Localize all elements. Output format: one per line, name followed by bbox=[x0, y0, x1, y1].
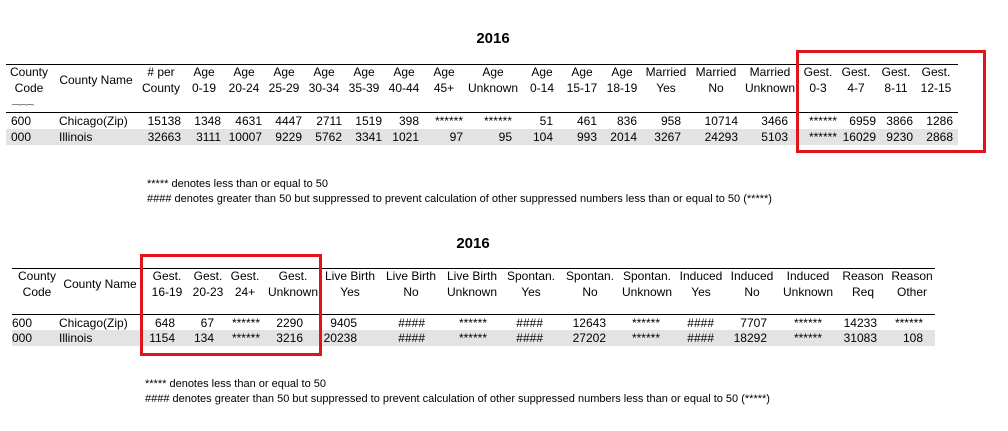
header-line: Live Birth bbox=[324, 269, 376, 283]
section2-table-cell: 31083 bbox=[843, 331, 877, 345]
section1-table-cell: 5762 bbox=[315, 130, 342, 144]
section1-table-cell: ****** bbox=[808, 130, 837, 144]
section2-table-cell: #### bbox=[516, 331, 543, 345]
header-line: Spontan. bbox=[506, 269, 556, 283]
section1-gestation-highlight-box bbox=[796, 50, 986, 153]
section1-table-cell: 000 bbox=[11, 130, 32, 144]
section1-table-cell: 10007 bbox=[228, 130, 262, 144]
section2-table-cell: 14233 bbox=[843, 316, 877, 330]
section1-table-cell: 97 bbox=[449, 130, 463, 144]
header-line: Age bbox=[482, 65, 504, 79]
section2-table-cell: 27202 bbox=[572, 331, 606, 345]
header-line: 4-7 bbox=[847, 81, 865, 95]
section2-table-cell: ****** bbox=[458, 331, 487, 345]
section1-table-cell: 9230 bbox=[886, 130, 913, 144]
section2-table-cell: ****** bbox=[231, 331, 260, 345]
header-line: 18-19 bbox=[606, 81, 638, 95]
header-line: 16-19 bbox=[151, 285, 183, 299]
header-line: Unknown bbox=[744, 81, 796, 95]
section2-table-cell: Chicago(Zip) bbox=[59, 316, 128, 330]
header-line: Unknown bbox=[467, 81, 519, 95]
section2-table-cell: 3216 bbox=[276, 331, 303, 345]
header-line: 0-19 bbox=[191, 81, 217, 95]
header-line: Gest. bbox=[230, 269, 260, 283]
section2-table-cell: #### bbox=[687, 316, 714, 330]
section2-table-cell: 67 bbox=[200, 316, 214, 330]
header-line: # per bbox=[147, 65, 175, 79]
section2-table-cell: 7707 bbox=[740, 316, 767, 330]
header-line: 15-17 bbox=[566, 81, 598, 95]
section1-table-cell: 9229 bbox=[275, 130, 302, 144]
section2-table-cell: 648 bbox=[154, 316, 175, 330]
header-line: Age bbox=[531, 65, 553, 79]
section2-table-cell: ****** bbox=[793, 331, 822, 345]
section2-table-cell: 134 bbox=[193, 331, 214, 345]
section1-table-cell: ****** bbox=[434, 114, 463, 128]
header-line: Gest. bbox=[841, 65, 871, 79]
section1-table-cell: 5103 bbox=[761, 130, 788, 144]
header-line: Married bbox=[695, 65, 737, 79]
header-line: Code bbox=[14, 81, 44, 95]
section1-table-cell: 3466 bbox=[761, 114, 788, 128]
header-line: Induced bbox=[786, 269, 830, 283]
header-line: Married bbox=[645, 65, 687, 79]
section1-table-cell: 836 bbox=[616, 114, 637, 128]
section1-table-cell: 10714 bbox=[704, 114, 738, 128]
section2-table-cell: ****** bbox=[631, 331, 660, 345]
header-line: County bbox=[9, 65, 49, 79]
section1-table-cell: 95 bbox=[498, 130, 512, 144]
header-line: Age bbox=[393, 65, 415, 79]
header-line: Spontan. bbox=[565, 269, 615, 283]
header-line: Gest. bbox=[921, 65, 951, 79]
header-line: Unknown bbox=[267, 285, 319, 299]
section1-table-cell: ****** bbox=[483, 114, 512, 128]
header-line: Age bbox=[353, 65, 375, 79]
section1-table-cell: 2014 bbox=[610, 130, 637, 144]
section2-table-cell: 9405 bbox=[330, 316, 357, 330]
section1-table-cell: 3341 bbox=[355, 130, 382, 144]
truncated-glyphs: ⁀⁀⁀ bbox=[12, 104, 34, 114]
header-line: 45+ bbox=[433, 81, 455, 95]
section2-table-cell: Illinois bbox=[59, 331, 93, 345]
section1-table-cell: 993 bbox=[576, 130, 597, 144]
header-line: Induced bbox=[679, 269, 723, 283]
header-line: Code bbox=[22, 285, 52, 299]
header-line: Yes bbox=[656, 81, 676, 95]
header-line: County Name bbox=[63, 277, 137, 291]
header-line: 0-3 bbox=[809, 81, 827, 95]
section1-table-cell: 958 bbox=[660, 114, 681, 128]
section2-table-cell: 18292 bbox=[733, 331, 767, 345]
header-line: Age bbox=[433, 65, 455, 79]
section2-table-cell: #### bbox=[398, 316, 425, 330]
section1-table-cell: 398 bbox=[398, 114, 419, 128]
section2-table-cell: #### bbox=[687, 331, 714, 345]
section1-table-cell: 104 bbox=[532, 130, 553, 144]
header-line: County Name bbox=[59, 73, 133, 87]
section2-table-cell: 1154 bbox=[149, 331, 175, 345]
section1-table-cell: 4447 bbox=[275, 114, 302, 128]
section1-table-cell: 6959 bbox=[849, 114, 876, 128]
section1-table-cell: 1519 bbox=[355, 114, 382, 128]
header-line: County bbox=[17, 269, 57, 283]
header-line: Gest. bbox=[278, 269, 308, 283]
section1-table-cell: 3111 bbox=[196, 130, 221, 144]
header-line: Age bbox=[313, 65, 335, 79]
header-line: Gest. bbox=[193, 269, 223, 283]
header-line: Unknown bbox=[621, 285, 673, 299]
section2-table-cell: ****** bbox=[793, 316, 822, 330]
section2-column-header bbox=[867, 268, 957, 300]
header-line: Yes bbox=[691, 285, 711, 299]
section2-table-cell: ****** bbox=[458, 316, 487, 330]
section1-table-cell: 600 bbox=[11, 114, 32, 128]
header-line: 0-14 bbox=[529, 81, 555, 95]
section2-table-cell: ****** bbox=[231, 316, 260, 330]
header-line: Gest. bbox=[152, 269, 182, 283]
header-line: 24+ bbox=[234, 285, 256, 299]
section2-table-cell: 12643 bbox=[572, 316, 606, 330]
section2-table-cell: #### bbox=[516, 316, 543, 330]
section2-table-cell: 2290 bbox=[276, 316, 303, 330]
section1-year-title: 2016 bbox=[476, 30, 510, 47]
section1-table-cell: 24293 bbox=[704, 130, 738, 144]
section1-table-cell: 51 bbox=[539, 114, 553, 128]
section1-table-cell: 2711 bbox=[316, 114, 342, 128]
header-line: Married bbox=[749, 65, 791, 79]
header-line: Age bbox=[611, 65, 633, 79]
header-line: 35-39 bbox=[348, 81, 380, 95]
section1-table-cell: 4631 bbox=[235, 114, 262, 128]
header-line: 20-24 bbox=[228, 81, 260, 95]
header-line: 40-44 bbox=[388, 81, 420, 95]
section1-table-cell: 3866 bbox=[886, 114, 913, 128]
header-line: Spontan. bbox=[622, 269, 672, 283]
header-line: Gest. bbox=[881, 65, 911, 79]
section1-table-cell: 15138 bbox=[147, 114, 181, 128]
header-line: County bbox=[141, 81, 181, 95]
section2-table-cell: ****** bbox=[894, 316, 923, 330]
header-line: Live Birth bbox=[446, 269, 498, 283]
section1-table-cell: 3267 bbox=[654, 130, 681, 144]
section1-table-cell: Illinois bbox=[59, 130, 93, 144]
section2-table-cell: 000 bbox=[12, 331, 33, 345]
section2-note-hash: #### denotes greater than 50 but suppressed to prevent calculation of other suppressed numbers less than or equal to 50 (*****) bbox=[145, 393, 770, 405]
header-line: Age bbox=[193, 65, 215, 79]
header-line: Reason bbox=[891, 269, 933, 283]
section2-table-cell: 20238 bbox=[323, 331, 357, 345]
header-line: No bbox=[744, 285, 760, 299]
header-line: 20-23 bbox=[192, 285, 224, 299]
section2-table-cell: 108 bbox=[902, 331, 923, 345]
section2-table-cell: ****** bbox=[631, 316, 660, 330]
section2-note-asterisk: ***** denotes less than or equal to 50 bbox=[145, 378, 327, 390]
header-line: Live Birth bbox=[385, 269, 437, 283]
header-line: 12-15 bbox=[920, 81, 952, 95]
section1-table-cell: Chicago(Zip) bbox=[59, 114, 128, 128]
header-line: Age bbox=[571, 65, 593, 79]
section1-table-cell: 16029 bbox=[842, 130, 876, 144]
header-line: Age bbox=[273, 65, 295, 79]
header-line: Induced bbox=[730, 269, 774, 283]
header-line: Reason bbox=[842, 269, 884, 283]
section1-note-hash: #### denotes greater than 50 but suppressed to prevent calculation of other suppressed numbers less than or equal to 50 (*****) bbox=[147, 193, 772, 205]
header-line: No bbox=[403, 285, 419, 299]
header-line: Yes bbox=[521, 285, 541, 299]
section1-table-cell: 32663 bbox=[147, 130, 181, 144]
header-line: Age bbox=[233, 65, 255, 79]
header-line: Req bbox=[851, 285, 874, 299]
section1-note-asterisk: ***** denotes less than or equal to 50 bbox=[147, 178, 329, 190]
header-line: 30-34 bbox=[308, 81, 340, 95]
header-line: Gest. bbox=[803, 65, 833, 79]
section1-table-cell: 2868 bbox=[926, 130, 953, 144]
section1-table-cell: 1286 bbox=[926, 114, 953, 128]
section1-table-cell: 1348 bbox=[194, 114, 221, 128]
section2-table-cell: #### bbox=[398, 331, 425, 345]
section2-year-title: 2016 bbox=[456, 235, 490, 252]
header-line: Unknown bbox=[782, 285, 834, 299]
section1-table-cell: ****** bbox=[808, 114, 837, 128]
header-line: Unknown bbox=[446, 285, 498, 299]
section2-table-cell: 600 bbox=[12, 316, 33, 330]
section1-table-cell: 461 bbox=[576, 114, 597, 128]
header-line: No bbox=[708, 81, 724, 95]
section2-gestation-highlight-box bbox=[140, 254, 322, 356]
section1-table-cell: 1021 bbox=[392, 130, 419, 144]
header-line: 8-11 bbox=[884, 81, 908, 95]
header-line: Yes bbox=[340, 285, 360, 299]
header-line: 25-29 bbox=[268, 81, 300, 95]
header-line: No bbox=[582, 285, 598, 299]
header-line: Other bbox=[896, 285, 927, 299]
